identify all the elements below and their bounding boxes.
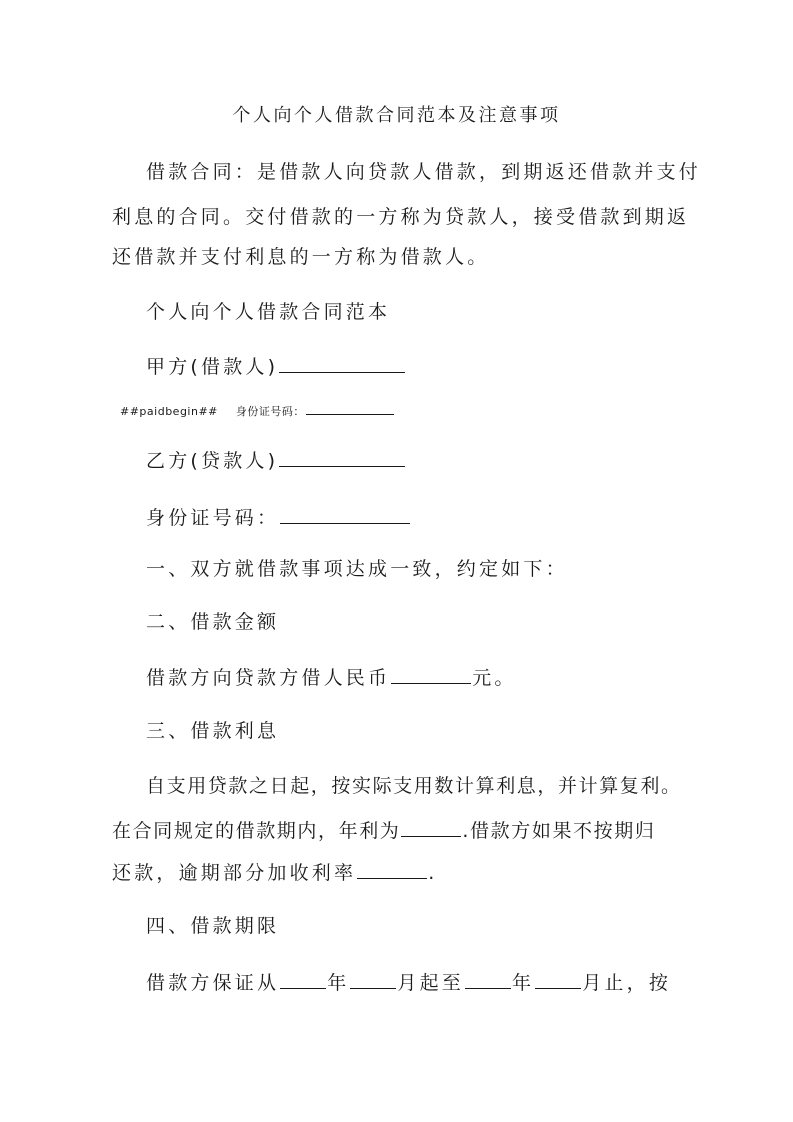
section-2-heading: 二、借款金额 bbox=[146, 611, 280, 633]
page-title: 个人向个人借款合同范本及注意事项 bbox=[232, 105, 561, 126]
end-year-blank bbox=[465, 970, 511, 989]
amount-suffix: 元。 bbox=[472, 667, 517, 689]
section-3-heading: 三、借款利息 bbox=[146, 720, 280, 742]
party-b-blank bbox=[279, 448, 405, 467]
party-a-label: 甲方(借款人) bbox=[146, 356, 279, 378]
section-subtitle: 个人向个人借款合同范本 bbox=[146, 301, 391, 323]
interest-line-2 bbox=[112, 818, 655, 843]
party-a-blank bbox=[279, 354, 405, 373]
paid-marker: ##paidbegin## bbox=[120, 405, 218, 418]
id-small-label: 身份证号码： bbox=[235, 405, 305, 418]
interest-line-1: 自支用贷款之日起，按实际支用数计算利息，并计算复利。 bbox=[146, 775, 682, 797]
end-month-blank bbox=[535, 970, 581, 989]
amount-line bbox=[146, 665, 517, 690]
interest-line-2-prefix: 在合同规定的借款期内，年利为 bbox=[112, 820, 401, 842]
term-line bbox=[146, 970, 671, 995]
term-month-2: 月止，按 bbox=[582, 972, 672, 994]
section-1-heading: 一、双方就借款事项达成一致，约定如下： bbox=[146, 558, 568, 580]
start-month-blank bbox=[350, 970, 396, 989]
amount-blank bbox=[391, 665, 471, 684]
intro-line-3: 还借款并支付利息的一方称为借款人。 bbox=[112, 246, 490, 268]
term-year-1: 年 bbox=[327, 972, 350, 994]
term-prefix: 借款方保证从 bbox=[146, 972, 280, 994]
start-year-blank bbox=[280, 970, 326, 989]
id-number-blank bbox=[280, 505, 410, 524]
paid-marker-line bbox=[120, 404, 395, 419]
id-number-line bbox=[146, 505, 411, 530]
interest-line-3-suffix: . bbox=[428, 862, 438, 884]
interest-line-2-suffix: .借款方如果不按期归 bbox=[462, 820, 656, 842]
section-4-heading: 四、借款期限 bbox=[146, 915, 280, 937]
term-month-1: 月起至 bbox=[397, 972, 465, 994]
annual-rate-blank bbox=[401, 818, 461, 837]
interest-line-3-prefix: 还款，逾期部分加收利率 bbox=[112, 862, 357, 884]
amount-prefix: 借款方向贷款方借人民币 bbox=[146, 667, 391, 689]
intro-line-1: 借款合同：是借款人向贷款人借款，到期返还借款并支付 bbox=[146, 161, 702, 183]
party-b-label: 乙方(贷款人) bbox=[146, 450, 279, 472]
party-a-line bbox=[146, 354, 406, 379]
interest-line-3 bbox=[112, 860, 437, 885]
party-b-line bbox=[146, 448, 406, 473]
id-number-label: 身份证号码： bbox=[146, 507, 280, 529]
term-year-2: 年 bbox=[512, 972, 535, 994]
id-small-blank bbox=[306, 404, 394, 415]
overdue-rate-blank bbox=[357, 860, 427, 879]
intro-line-2: 利息的合同。交付借款的一方称为贷款人，接受借款到期返 bbox=[112, 206, 690, 228]
